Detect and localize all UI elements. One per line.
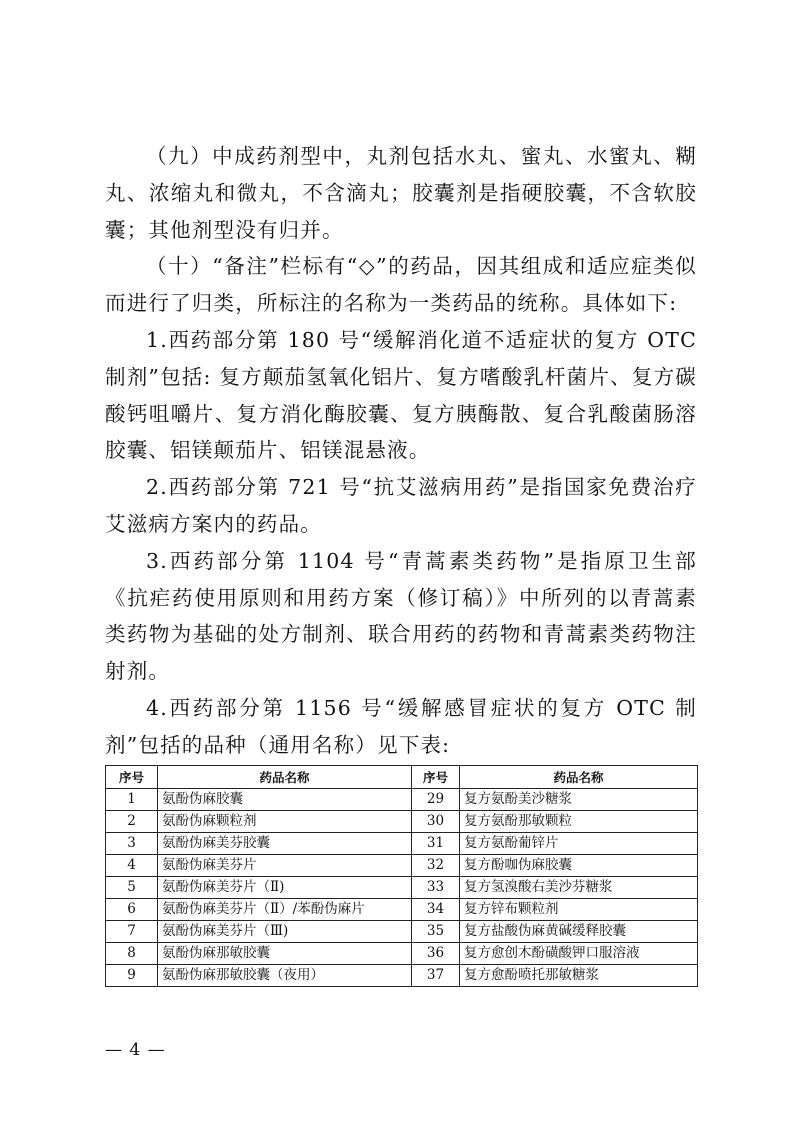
serial-cell: 32	[412, 855, 460, 877]
serial-cell: 8	[106, 943, 158, 965]
table-row	[106, 899, 698, 921]
serial-cell: 29	[412, 789, 460, 811]
paragraph-10-item-3: 3.西药部分第 1104 号“青蒿素类药物”是指原卫生部《抗疟药使用原则和用药方案（修订稿）》中所列的以青蒿素类药物为基础的处方制剂、联合用药的药物和青蒿素类药物注射剂。	[105, 548, 697, 684]
drug-name-cell: 氨酚伪麻美芬片（Ⅱ)	[158, 877, 412, 899]
table-row	[106, 943, 698, 965]
serial-cell: 36	[412, 943, 460, 965]
drug-name-cell: 氨酚伪麻美芬片（Ⅲ)	[158, 921, 412, 943]
drug-name-cell: 复方氨酚葡锌片	[460, 833, 698, 855]
serial-cell: 6	[106, 899, 158, 921]
serial-cell: 5	[106, 877, 158, 899]
serial-cell: 4	[106, 855, 158, 877]
drug-name-cell: 复方愈创木酚磺酸钾口服溶液	[460, 943, 698, 965]
header-drug-name-left: 药品名称	[158, 766, 412, 789]
paragraph-10-item-2: 2.西药部分第 721 号“抗艾滋病用药”是指国家免费治疗艾滋病方案内的药品。	[105, 475, 697, 536]
table-row	[106, 833, 698, 855]
serial-cell: 9	[106, 965, 158, 987]
drug-name-cell: 氨酚伪麻那敏胶囊（夜用）	[158, 965, 412, 987]
drug-name-cell: 复方酚咖伪麻胶囊	[460, 855, 698, 877]
drug-name-cell: 氨酚伪麻那敏胶囊	[158, 943, 412, 965]
paragraph-10-item-1: 1.西药部分第 180 号“缓解消化道不适症状的复方 OTC 制剂”包括: 复方颠茄氢氧化铝片、复方嗜酸乳杆菌片、复方碳酸钙咀嚼片、复方消化酶胶囊、复方胰酶散、复合乳酸菌肠溶胶囊、铝镁颠茄片、铝镁混悬液。	[105, 327, 697, 463]
drug-name-cell: 氨酚伪麻美芬胶囊	[158, 833, 412, 855]
header-serial-left: 序号	[106, 766, 158, 789]
paragraph-9: （九）中成药剂型中，丸剂包括水丸、蜜丸、水蜜丸、糊丸、浓缩丸和微丸，不含滴丸；胶囊剂是指硬胶囊，不含软胶囊；其他剂型没有归并。	[105, 144, 697, 242]
table-row	[106, 855, 698, 877]
drug-name-cell: 氨酚伪麻颗粒剂	[158, 811, 412, 833]
table-header-row	[106, 766, 698, 789]
serial-cell: 33	[412, 877, 460, 899]
table-row	[106, 965, 698, 987]
drug-name-cell: 复方氢溴酸右美沙芬糖浆	[460, 877, 698, 899]
drug-name-cell: 复方氨酚那敏颗粒	[460, 811, 698, 833]
drug-name-cell: 氨酚伪麻美芬片（Ⅱ）/苯酚伪麻片	[158, 899, 412, 921]
drug-table	[105, 765, 698, 987]
drug-name-cell: 复方愈酚喷托那敏糖浆	[460, 965, 698, 987]
drug-name-cell: 复方盐酸伪麻黄碱缓释胶囊	[460, 921, 698, 943]
serial-cell: 2	[106, 811, 158, 833]
serial-cell: 37	[412, 965, 460, 987]
serial-cell: 30	[412, 811, 460, 833]
drug-name-cell: 氨酚伪麻美芬片	[158, 855, 412, 877]
serial-cell: 31	[412, 833, 460, 855]
serial-cell: 34	[412, 899, 460, 921]
serial-cell: 7	[106, 921, 158, 943]
header-serial-right: 序号	[412, 766, 460, 789]
serial-cell: 1	[106, 789, 158, 811]
table-row	[106, 789, 698, 811]
page-number: — 4 —	[105, 1040, 166, 1060]
serial-cell: 3	[106, 833, 158, 855]
table-row	[106, 811, 698, 833]
table-row	[106, 877, 698, 899]
drug-name-cell: 氨酚伪麻胶囊	[158, 789, 412, 811]
drug-name-cell: 复方氨酚美沙糖浆	[460, 789, 698, 811]
paragraph-10-item-4: 4.西药部分第 1156 号“缓解感冒症状的复方 OTC 制剂”包括的品种（通用名称）见下表:	[105, 695, 697, 757]
drug-name-cell: 复方锌布颗粒剂	[460, 899, 698, 921]
header-drug-name-right: 药品名称	[460, 766, 698, 789]
body-text	[105, 138, 697, 764]
table-row	[106, 921, 698, 943]
paragraph-10: （十）“备注”栏标有“◇”的药品，因其组成和适应症类似而进行了归类，所标注的名称为一类药品的统称。具体如下:	[105, 254, 697, 316]
serial-cell: 35	[412, 921, 460, 943]
